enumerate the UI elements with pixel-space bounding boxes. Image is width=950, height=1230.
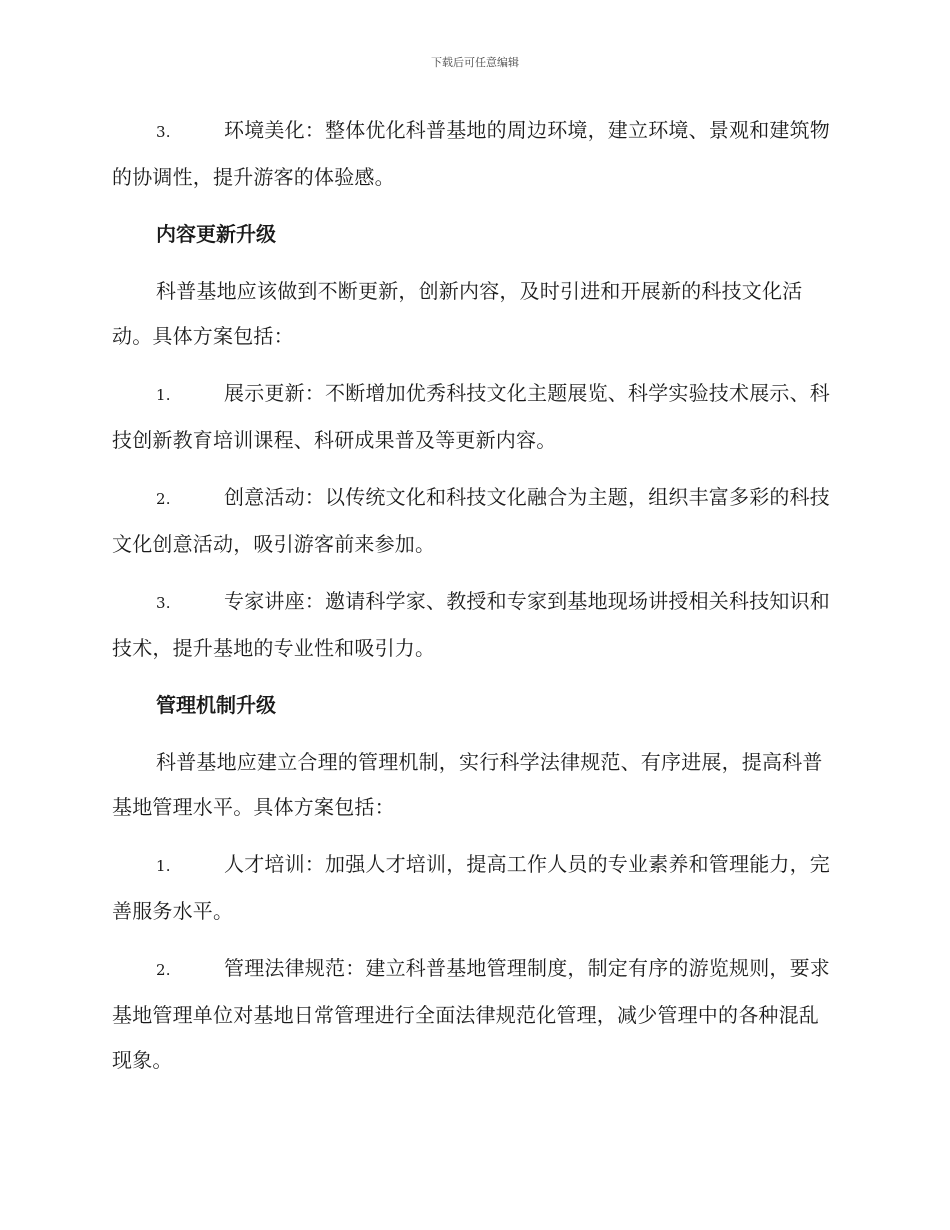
page-header: 下载后可任意编辑 [431, 56, 519, 69]
content-upgrade-intro: 科普基地应该做到不断更新，创新内容，及时引进和开展新的科技文化活动。具体方案包括： [112, 279, 803, 348]
list-item-display-update [112, 371, 834, 463]
list-number: 1. [156, 386, 171, 404]
list-number: 1. [156, 857, 171, 875]
list-text: 专家讲座：邀请科学家、教授和专家到基地现场讲授相关科技知识和技术，提升基地的专业性和吸引力。 [112, 589, 830, 660]
list-text: 人才培训：加强人才培训，提高工作人员的专业素养和管理能力，完善服务水平。 [112, 852, 830, 923]
list-text: 环境美化：整体优化科普基地的周边环境，建立环境、景观和建筑物的协调性，提升游客的体验感。 [112, 118, 830, 189]
list-item-environment [112, 108, 834, 200]
list-number: 2. [156, 490, 171, 508]
document-body [112, 108, 834, 1095]
list-item-legal-regulation [112, 946, 834, 1083]
list-text: 创意活动：以传统文化和科技文化融合为主题，组织丰富多彩的科技文化创意活动，吸引游客前来参加。 [112, 485, 830, 556]
management-upgrade-intro: 科普基地应建立合理的管理机制，实行科学法律规范、有序进展，提高科普基地管理水平。具体方案包括： [112, 750, 823, 819]
list-item-talent-training [112, 842, 834, 934]
list-text: 管理法律规范：建立科普基地管理制度，制定有序的游览规则，要求基地管理单位对基地日常管理进行全面法律规范化管理，减少管理中的各种混乱现象。 [112, 956, 830, 1072]
list-number: 3. [156, 123, 171, 141]
section-heading-management-upgrade: 管理机制升级 [156, 693, 276, 717]
list-text: 展示更新：不断增加优秀科技文化主题展览、科学实验技术展示、科技创新教育培训课程、科研成果普及等更新内容。 [112, 381, 830, 452]
list-number: 3. [156, 594, 171, 612]
list-number: 2. [156, 961, 171, 979]
section-heading-content-upgrade: 内容更新升级 [156, 222, 276, 246]
list-item-expert-lectures [112, 579, 834, 671]
list-item-creative-activities [112, 475, 834, 567]
